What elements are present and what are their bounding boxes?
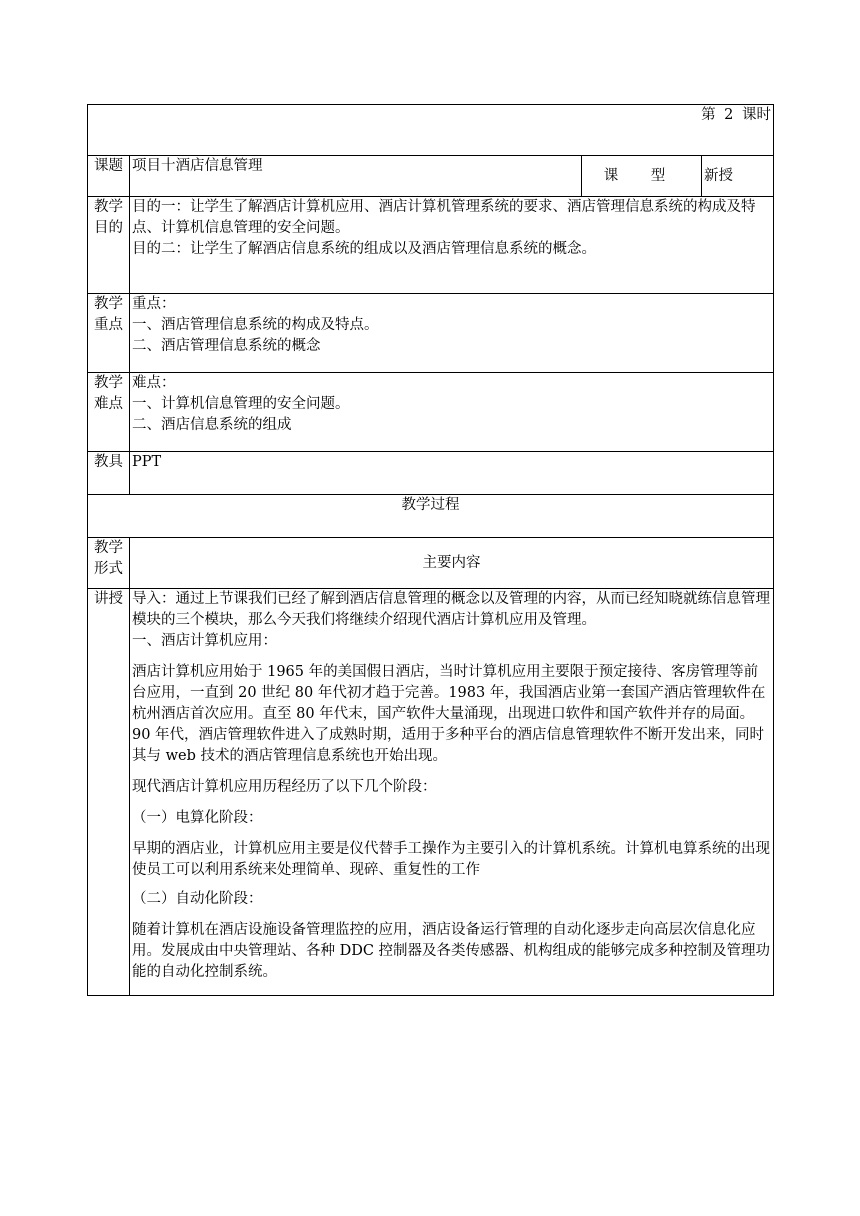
goals-label: 教学目的 bbox=[88, 197, 130, 294]
lecture-paragraph: （二）自动化阶段： bbox=[132, 891, 263, 907]
key-points-label: 教学重点 bbox=[88, 294, 130, 373]
main-content-heading: 主要内容 bbox=[130, 538, 774, 589]
lesson-number: 第 2 课时 bbox=[701, 107, 772, 123]
lecture-paragraph: （一）电算化阶段： bbox=[132, 810, 263, 826]
lecture-paragraph: 随着计算机在酒店设施设备管理监控的应用，酒店设备运行管理的自动化逐步走向高层次信息化应用。发展成由中央管理站、各种 DDC 控制器及各类传感器、机构组成的能够完成多种控制及管理功能的自动化控制系统。 bbox=[132, 922, 771, 980]
key-point-line: 一、酒店管理信息系统的构成及特点。 bbox=[132, 317, 379, 333]
lesson-type-label: 课 型 bbox=[582, 156, 702, 197]
goals-content bbox=[130, 197, 774, 294]
difficult-point-line: 二、酒店信息系统的组成 bbox=[132, 417, 292, 433]
difficult-points-row bbox=[88, 373, 774, 452]
tools-row bbox=[88, 452, 774, 495]
topic-value: 项目十酒店信息管理 bbox=[130, 156, 582, 197]
topic-label: 课题 bbox=[88, 156, 130, 197]
lecture-paragraph: 导入：通过上节课我们已经了解到酒店信息管理的概念以及管理的内容，从而已经知晓就练信息管理模块的三个模块，那么今天我们将继续介绍现代酒店计算机应用及管理。 bbox=[132, 591, 770, 628]
lesson-plan-table bbox=[87, 104, 774, 996]
key-point-line: 重点： bbox=[132, 296, 176, 312]
difficult-points-content bbox=[130, 373, 774, 452]
difficult-point-line: 一、计算机信息管理的安全问题。 bbox=[132, 396, 350, 412]
difficult-point-line: 难点： bbox=[132, 375, 176, 391]
process-title: 教学过程 bbox=[88, 495, 774, 538]
key-points-row bbox=[88, 294, 774, 373]
goal-line: 目的一：让学生了解酒店计算机应用、酒店计算机管理系统的要求、酒店管理信息系统的构成及特点、计算机信息管理的安全问题。 bbox=[132, 199, 756, 236]
form-label: 教学形式 bbox=[88, 538, 130, 589]
goal-line: 目的二：让学生了解酒店信息系统的组成以及酒店管理信息系统的概念。 bbox=[132, 241, 596, 257]
lesson-number-cell bbox=[88, 105, 774, 156]
tools-label: 教具 bbox=[88, 452, 130, 495]
tools-value: PPT bbox=[130, 452, 774, 495]
lecture-row bbox=[88, 589, 774, 996]
goals-row bbox=[88, 197, 774, 294]
lecture-content bbox=[130, 589, 774, 996]
lecture-paragraph: 早期的酒店业，计算机应用主要是仪代替手工操作为主要引入的计算机系统。计算机电算系统的出现使员工可以利用系统来处理简单、现碎、重复性的工作 bbox=[132, 841, 770, 878]
key-points-content bbox=[130, 294, 774, 373]
lecture-label: 讲授 bbox=[88, 589, 130, 996]
lecture-paragraph: 酒店计算机应用始于 1965 年的美国假日酒店，当时计算机应用主要限于预定接待、客房管理等前台应用，一直到 20 世纪 80 年代初才趋于完善。1983 年，我国酒店业第一套国产酒店管理软件在杭州酒店首次应用。直至 80 年代末，国产软件大量涌现，出现进口软件和国产软件并存的局面。90 年代，酒店管理软件进入了成熟时期，适用于多种平台的酒店信息管理软件不断开发出来，同时其与 web 技术的酒店管理信息系统也开始出现。 bbox=[132, 664, 766, 764]
lesson-number-row bbox=[88, 105, 774, 156]
process-row bbox=[88, 495, 774, 538]
lecture-paragraph: 现代酒店计算机应用历程经历了以下几个阶段： bbox=[132, 779, 437, 795]
topic-row bbox=[88, 156, 774, 197]
lecture-paragraph: 一、酒店计算机应用： bbox=[132, 633, 277, 649]
key-point-line: 二、酒店管理信息系统的概念 bbox=[132, 338, 321, 354]
lesson-type-value: 新授 bbox=[702, 156, 774, 197]
form-row bbox=[88, 538, 774, 589]
difficult-points-label: 教学难点 bbox=[88, 373, 130, 452]
